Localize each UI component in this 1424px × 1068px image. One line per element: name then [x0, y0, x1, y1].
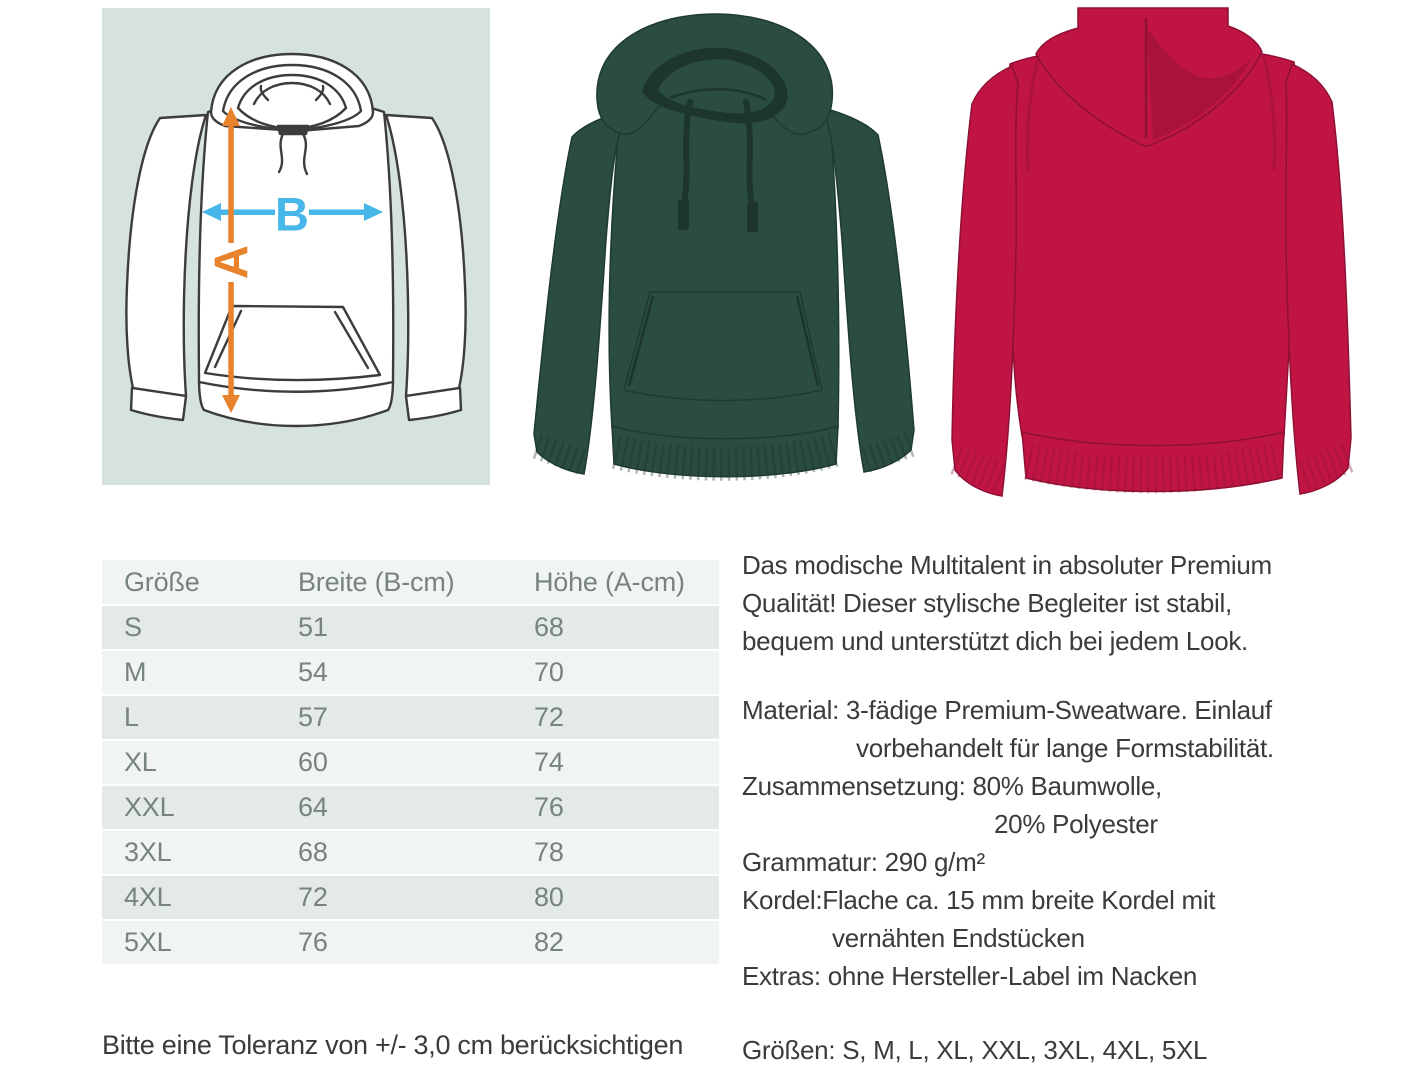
label-b: B	[275, 187, 309, 241]
cell-height: 72	[534, 702, 564, 732]
cell-size: 5XL	[124, 927, 172, 957]
size-chart-header-row	[102, 560, 719, 604]
col-header-width: Breite (B-cm)	[298, 566, 455, 597]
cell-width: 57	[298, 702, 328, 732]
label-a: A	[204, 245, 258, 279]
cell-height: 68	[534, 612, 564, 642]
product-description	[742, 546, 1402, 1068]
cell-width: 54	[298, 657, 328, 687]
cell-height: 76	[534, 792, 564, 822]
table-row	[102, 876, 719, 919]
product-photo-back[interactable]	[950, 0, 1355, 510]
cell-size: XL	[124, 747, 157, 777]
product-photo-front[interactable]	[520, 0, 920, 500]
table-row	[102, 831, 719, 874]
cell-height: 70	[534, 657, 564, 687]
description-line: bequem und unterstützt dich bei jedem Look.	[742, 626, 1248, 656]
description-line: vorbehandelt für lange Formstabilität.	[856, 733, 1274, 763]
cell-height: 78	[534, 837, 564, 867]
description-line-sizes: Größen: S, M, L, XL, XXL, 3XL, 4XL, 5XL	[742, 1035, 1208, 1065]
back-left-sleeve	[952, 66, 1018, 496]
description-line-composition: Zusammensetzung: 80% Baumwolle,	[742, 771, 1162, 801]
cell-width: 68	[298, 837, 328, 867]
cell-size: M	[124, 657, 147, 687]
description-line: 20% Polyester	[994, 809, 1158, 839]
table-row	[102, 741, 719, 784]
diagram-drawcord-channel	[278, 126, 308, 134]
col-header-height: Höhe (A-cm)	[534, 566, 685, 597]
cell-height: 82	[534, 927, 564, 957]
description-line: Das modische Multitalent in absoluter Premium	[742, 550, 1272, 580]
diagram-right-sleeve	[386, 115, 466, 396]
table-row	[102, 786, 719, 829]
cell-width: 60	[298, 747, 328, 777]
cell-size: L	[124, 702, 139, 732]
description-line-material: Material: 3-fädige Premium-Sweatware. Einlauf	[742, 695, 1272, 725]
back-right-sleeve	[1286, 64, 1351, 494]
hoodie-measurement-diagram	[102, 8, 490, 485]
description-line: Qualität! Dieser stylische Begleiter ist stabil,	[742, 588, 1232, 618]
description-line-grammage: Grammatur: 290 g/m²	[742, 847, 985, 877]
cell-width: 51	[298, 612, 328, 642]
front-drawstring-aglet-right	[747, 202, 758, 232]
cell-width: 76	[298, 927, 328, 957]
description-line-extras: Extras: ohne Hersteller-Label im Nacken	[742, 961, 1198, 991]
cell-size: XXL	[124, 792, 175, 822]
cell-size: S	[124, 612, 142, 642]
cell-width: 72	[298, 882, 328, 912]
size-chart-table	[102, 560, 719, 966]
table-row	[102, 921, 719, 964]
cell-size: 3XL	[124, 837, 172, 867]
front-drawstring-aglet-left	[678, 200, 689, 230]
front-pocket	[624, 292, 822, 401]
diagram-left-sleeve	[126, 115, 206, 396]
cell-width: 64	[298, 792, 328, 822]
red-hoodie-back-image	[950, 0, 1355, 510]
cell-height: 74	[534, 747, 564, 777]
tolerance-note: Bitte eine Toleranz von +/- 3,0 cm berücksichtigen	[102, 1030, 684, 1060]
table-row	[102, 696, 719, 739]
table-row	[102, 651, 719, 694]
green-hoodie-front-image	[520, 0, 920, 500]
cell-height: 80	[534, 882, 564, 912]
cell-size: 4XL	[124, 882, 172, 912]
description-line-cord: Kordel:Flache ca. 15 mm breite Kordel mit	[742, 885, 1216, 915]
col-header-size: Größe	[124, 566, 200, 597]
size-diagram-panel	[102, 8, 490, 485]
description-line: vernähten Endstücken	[832, 923, 1085, 953]
table-row	[102, 606, 719, 649]
